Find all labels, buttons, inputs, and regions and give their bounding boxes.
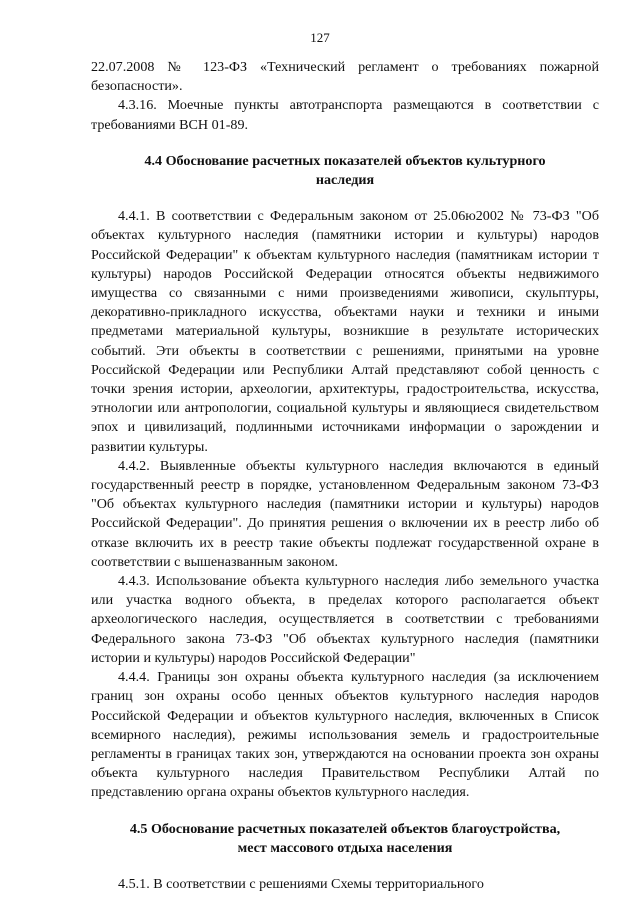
paragraph-4-5-1: 4.5.1. В соответствии с решениями Схемы территориального	[118, 875, 484, 892]
text-column	[91, 58, 599, 894]
page-number: 127	[310, 30, 330, 45]
paragraph-continuation: 22.07.2008 № 123-ФЗ «Технический регламент о требованиях пожарной безопасности».	[91, 59, 599, 95]
paragraph-4-3-16: 4.3.16. Моечные пункты автотранспорта размещаются в соответствии с требованиями ВСН 01-89.	[91, 97, 599, 133]
paragraph-4-4-1: 4.4.1. В соответствии с Федеральным законом от 25.06ю2002 № 73-ФЗ "Об объектах культурного наследия (памятники истории и культуры) народов Российской Федерации" к объектам культурного наследия (памятникам истории т культуры) народов Российской Федерации относятся объекты недвижимого имущества со связанными с ними произведениями живописи, скульптуры, декоративно-прикладного искусства, объектами науки и техники и иными предметами материальной культуры, возникшие в результате исторических событий. Эти объекты в соответствии с решениями, принятыми на уровне Российской Федерации или Республики Алтай представляют собой ценность с точки зрения истории, археологии, архитектуры, градостроительства, искусства, этнологии или антропологии, социальной культуры и являющиеся свидетельством эпох и цивилизаций, подлинными источниками информации о зарождении и развитии культуры.	[91, 208, 599, 455]
section-heading-4-4: 4.4 Обоснование расчетных показателей объектов культурного наследия	[144, 152, 546, 189]
paragraph-4-4-2: 4.4.2. Выявленные объекты культурного наследия включаются в единый государственный реестр в порядке, установленном Федеральным законом 73-ФЗ "Об объектах культурного наследия (памятники истории и культуры) народов Российской Федерации". До принятия решения о включении их в реестр либо об отказе включить их в реестр такие объекты подлежат государственной охране в соответствии с вышеназванным законом.	[91, 457, 599, 570]
paragraph-4-4-3: 4.4.3. Использование объекта культурного наследия либо земельного участка или участка водного объекта, в пределах которого располагается объект археологического наследия, осуществляется в соответствии с требованиями Федерального закона 73-ФЗ "Об объектах культурного наследия (памятники истории и культуры) народов Российской Федерации"	[91, 573, 599, 666]
paragraph-4-4-4: 4.4.4. Границы зон охраны объекта культурного наследия (за исключением границ зон охраны особо ценных объектов культурного наследия народов Российской Федерации и объектов культурного наследия, включенных в Список всемирного наследия), режимы использования земель и градостроительные регламенты в границах таких зон, утверждаются на основании проекта зон охраны объекта культурного наследия Правительством Республики Алтай по представлению органа охраны объектов культурного наследия.	[91, 669, 599, 801]
section-heading-4-5: 4.5 Обоснование расчетных показателей объектов благоустройства, мест массового отдыха населения	[129, 820, 561, 856]
